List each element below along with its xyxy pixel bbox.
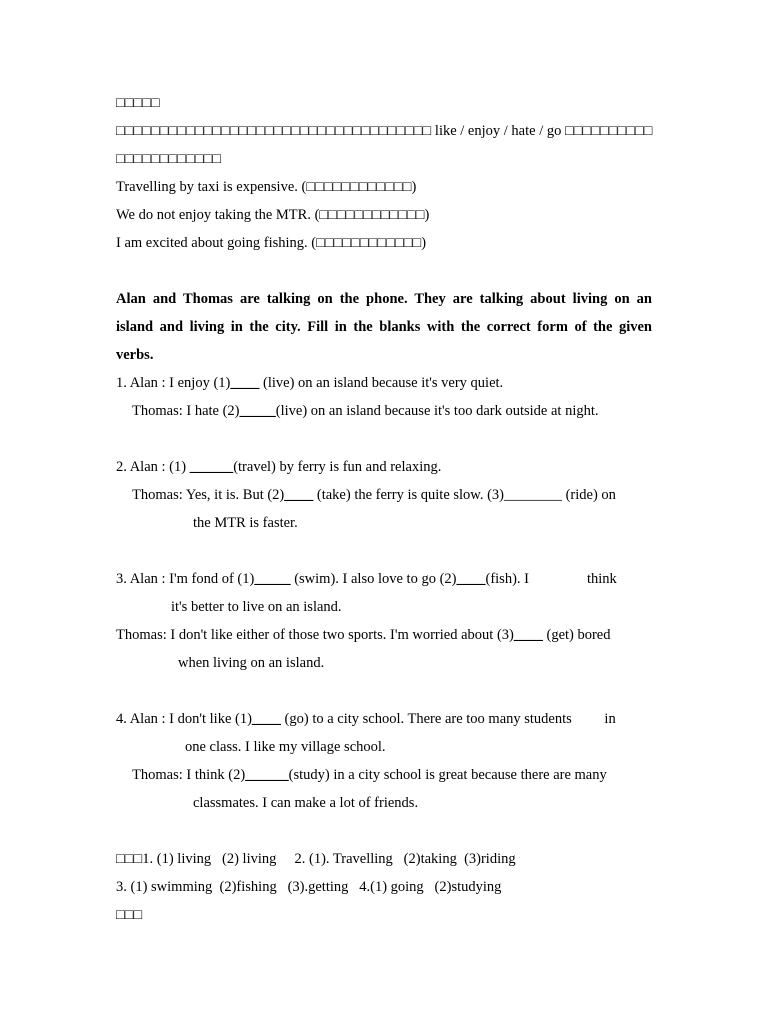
q3-thomas-line: Thomas: I don't like either of those two sports. I'm worried about (3)____ (get) bored [116, 627, 611, 643]
intro-line-1: □□□□□□□□□□□□□□□□□□□□□□□□□□□□□□□□□□□□ like / enjoy / hate / go □□□□□□□□□□ [116, 123, 653, 139]
q1-thomas-line: Thomas: I hate (2)_____(live) on an island because it's too dark outside at night. [132, 403, 599, 419]
worksheet-page [116, 89, 652, 929]
instructions-line-2: island and living in the city. Fill in the blanks with the correct form of the given [116, 319, 652, 335]
q4-blank-2: ______ [245, 767, 289, 783]
answers-line-1: □□□1. (1) living (2) living 2. (1). Travelling (2)taking (3)riding [116, 851, 516, 867]
q4-thomas-line: Thomas: I think (2)______(study) in a city school is great because there are many [132, 767, 607, 783]
intro-line-2: □□□□□□□□□□□□ [116, 151, 222, 167]
q4-blank-1: ____ [251, 711, 281, 727]
q1-blank-1: ____ [230, 375, 260, 391]
intro-heading: □□□□□ [116, 95, 160, 111]
q1-alan-line: 1. Alan : I enjoy (1)____ (live) on an island because it's very quiet. [116, 375, 504, 391]
q2-thomas-continuation: the MTR is faster. [193, 515, 298, 531]
example-sentence-3: I am excited about going fishing. (□□□□□□□□□□□□) [116, 235, 427, 251]
q2-thomas-line: Thomas: Yes, it is. But (2)____ (take) the ferry is quite slow. (3)________ (ride) on [132, 487, 616, 503]
answers-line-3: □□□ [116, 907, 143, 923]
q1-blank-2: _____ [239, 403, 276, 419]
example-sentence-2: We do not enjoy taking the MTR. (□□□□□□□□□□□□) [116, 207, 430, 223]
q3-blank-2: ____ [456, 571, 486, 587]
example-sentence-1: Travelling by taxi is expensive. (□□□□□□□□□□□□) [116, 179, 417, 195]
instructions-line-3: verbs. [116, 347, 154, 363]
q2-blank-2: ____ [284, 487, 314, 503]
q2-alan-line: 2. Alan : (1) ______(travel) by ferry is fun and relaxing. [116, 459, 442, 475]
answers-line-2: 3. (1) swimming (2)fishing (3).getting 4.(1) going (2)studying [116, 879, 502, 895]
q3-blank-3: ____ [513, 627, 543, 643]
q3-thomas-continuation: when living on an island. [178, 655, 325, 671]
q2-blank-1: ______ [189, 459, 234, 475]
q3-alan-line: 3. Alan : I'm fond of (1)_____ (swim). I also love to go (2)____(fish). I think [116, 571, 617, 587]
q4-thomas-continuation: classmates. I can make a lot of friends. [193, 795, 419, 811]
q3-alan-continuation: it's better to live on an island. [171, 599, 342, 615]
q4-alan-continuation: one class. I like my village school. [185, 739, 386, 755]
instructions-line-1: Alan and Thomas are talking on the phone. They are talking about living on an [116, 291, 652, 307]
q4-alan-line: 4. Alan : I don't like (1)____ (go) to a city school. There are too many students in [116, 711, 616, 727]
q3-blank-1: _____ [254, 571, 291, 587]
